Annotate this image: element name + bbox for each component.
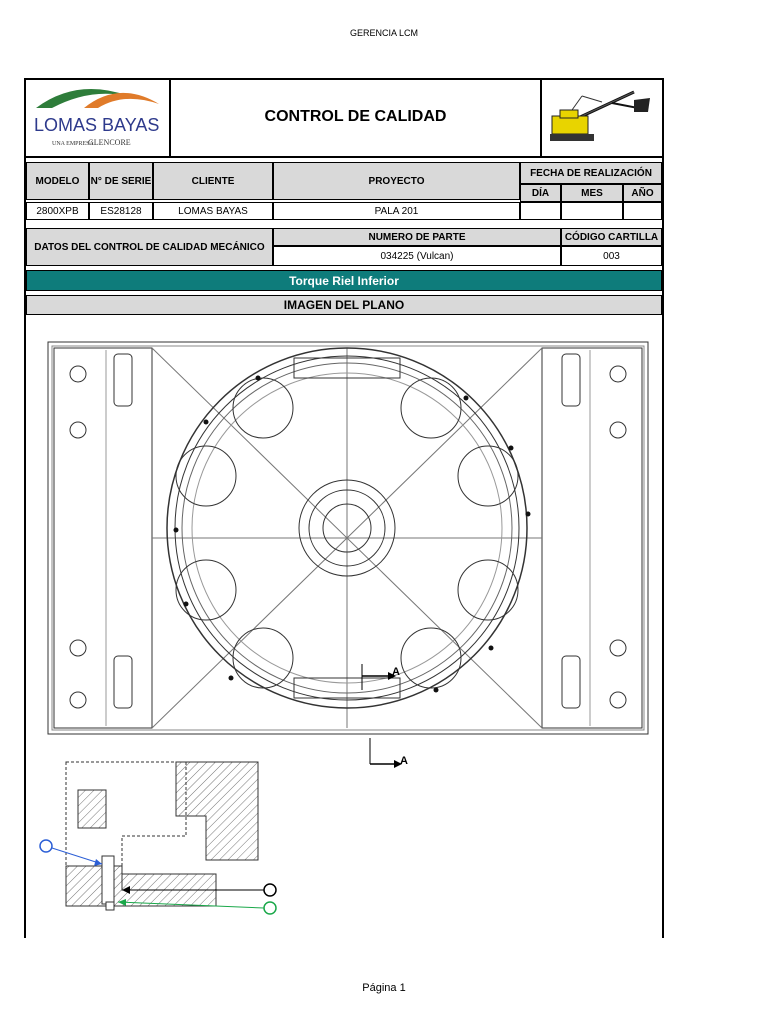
section-detail-drawing [26, 756, 326, 936]
logo-text: LOMAS BAYAS [34, 115, 160, 135]
lomas-bayas-logo [24, 78, 169, 154]
page-header: GERENCIA LCM [349, 28, 418, 38]
page-footer: Página 1 [362, 982, 406, 994]
modelo-header: MODELO [26, 162, 89, 200]
image-title: IMAGEN DEL PLANO [26, 295, 662, 315]
dia-value [520, 202, 561, 220]
anio-value [623, 202, 662, 220]
cliente-value: LOMAS BAYAS [153, 202, 273, 220]
mes-value [561, 202, 623, 220]
mining-shovel-icon [542, 78, 662, 154]
section-marker-a-top: A [392, 666, 400, 678]
anio-header: AÑO [623, 184, 662, 202]
technical-drawing [26, 318, 662, 767]
serie-value: ES28128 [89, 202, 153, 220]
logo-subtext: UNA EMPRESA [52, 141, 94, 147]
cliente-header: CLIENTE [153, 162, 273, 200]
logo-glencore: GLENCORE [88, 138, 131, 147]
page-title: CONTROL DE CALIDAD [264, 108, 447, 125]
numero-parte-value: 034225 (Vulcan) [273, 246, 561, 266]
proyecto-value: PALA 201 [273, 202, 520, 220]
numero-parte-header: NUMERO DE PARTE [273, 228, 561, 246]
codigo-cartilla-header: CÓDIGO CARTILLA [561, 228, 662, 246]
dia-header: DÍA [520, 184, 561, 202]
serie-header: N° DE SERIE [89, 162, 153, 200]
mes-header: MES [561, 184, 623, 202]
logo-cell [24, 78, 171, 158]
fecha-header: FECHA DE REALIZACIÓN [520, 162, 662, 184]
shovel-image-cell [540, 78, 664, 158]
proyecto-header: PROYECTO [273, 162, 520, 200]
datos-label: DATOS DEL CONTROL DE CALIDAD MECÁNICO [26, 228, 273, 266]
codigo-cartilla-value: 003 [561, 246, 662, 266]
modelo-value: 2800XPB [26, 202, 89, 220]
section-title: Torque Riel Inferior [26, 270, 662, 291]
section-marker-a-bottom: A [400, 755, 408, 767]
